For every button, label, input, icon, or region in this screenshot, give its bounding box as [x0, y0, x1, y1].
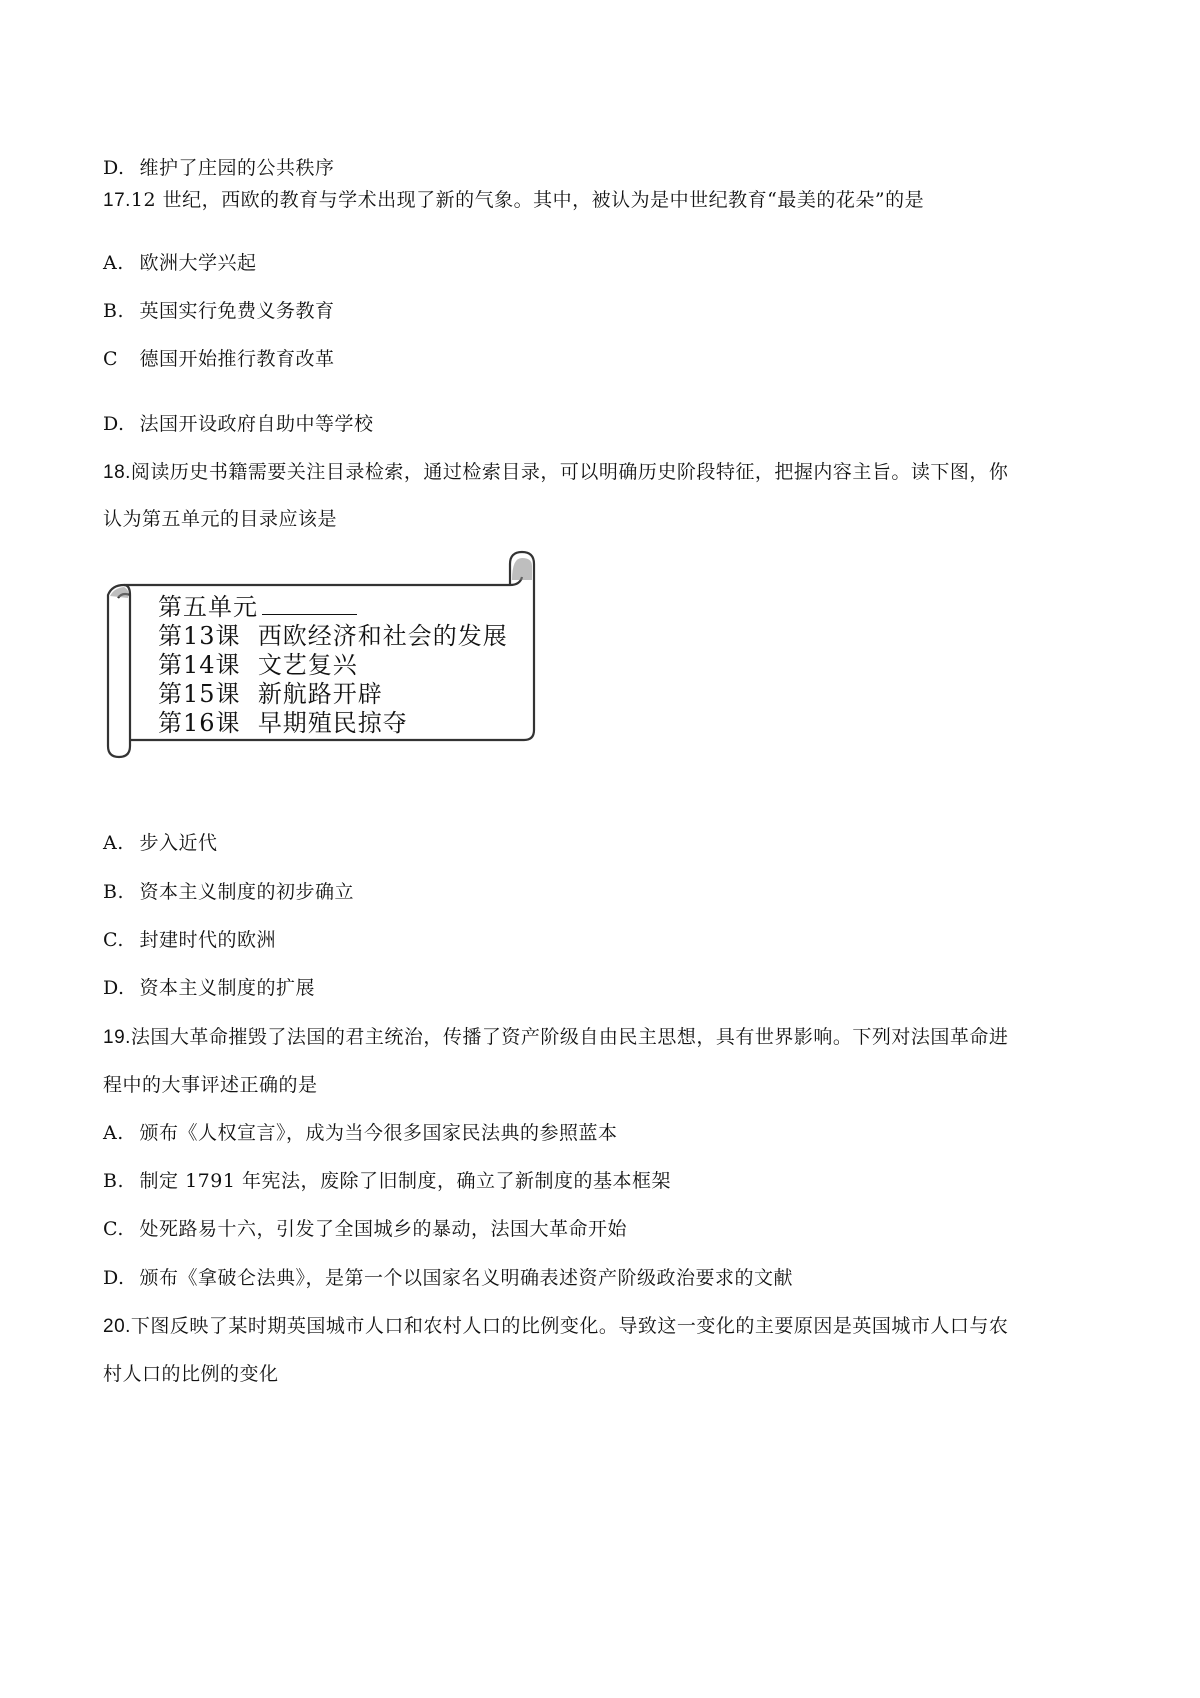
q18-option-c-letter: C. [103, 929, 124, 951]
scroll-unit-line [158, 592, 357, 622]
q17-option-b [103, 298, 335, 324]
q18-option-a-letter: A. [103, 832, 124, 854]
q17-stem [103, 187, 924, 214]
q20-number: 20. [103, 1316, 131, 1337]
lesson-number: 第13课 [158, 622, 241, 650]
q19-option-a [103, 1120, 618, 1146]
lesson-number: 第16课 [158, 709, 241, 737]
q19-option-c [103, 1216, 627, 1242]
q17-option-d-letter: D. [103, 413, 125, 435]
q16-option-d [103, 155, 335, 181]
q19-stem-line2 [103, 1072, 318, 1098]
q20-stem-line2 [103, 1361, 279, 1387]
scroll-unit-blank [262, 594, 357, 615]
q19-stem-line1 [103, 1024, 1008, 1051]
q19-option-c-letter: C. [103, 1218, 124, 1240]
q19-stem-text-1: 法国大革命摧毁了法国的君主统治，传播了资产阶级自由民主思想，具有世界影响。下列对法国革命进 [130, 1026, 1009, 1048]
q16-option-d-letter: D. [103, 157, 125, 179]
q20-stem-text-2: 村人口的比例的变化 [103, 1363, 279, 1385]
q17-option-b-text: 英国实行免费义务教育 [139, 300, 335, 322]
q18-stem-text-1: 阅读历史书籍需要关注目录检索，通过检索目录，可以明确历史阶段特征，把握内容主旨。读下图，你 [130, 461, 1009, 483]
q17-option-c-text: 德国开始推行教育改革 [139, 348, 335, 370]
q19-number: 19. [103, 1027, 131, 1048]
q17-option-c-letter: C [103, 348, 119, 370]
q18-option-b-letter: B. [103, 881, 125, 903]
q18-option-a [103, 830, 218, 856]
q20-stem-line1 [103, 1313, 1008, 1340]
q17-option-b-letter: B. [103, 300, 125, 322]
q19-option-c-text: 处死路易十六，引发了全国城乡的暴动，法国大革命开始 [139, 1218, 628, 1240]
q16-option-d-text: 维护了庄园的公共秩序 [139, 157, 335, 179]
q19-option-d-text: 颁布《拿破仑法典》，是第一个以国家名义明确表述资产阶级政治要求的文献 [139, 1267, 794, 1289]
q19-option-b-text: 制定 1791 年宪法，废除了旧制度，确立了新制度的基本框架 [139, 1170, 671, 1192]
q19-option-b [103, 1168, 671, 1194]
scroll-unit-label: 第五单元 [158, 593, 258, 621]
lesson-title: 早期殖民掠夺 [257, 709, 408, 737]
lesson-title: 文艺复兴 [257, 651, 358, 679]
q18-option-d-text: 资本主义制度的扩展 [139, 977, 316, 999]
q17-option-a [103, 250, 257, 276]
lesson-number: 第14课 [158, 651, 241, 679]
lesson-title: 西欧经济和社会的发展 [257, 622, 508, 650]
q19-option-a-text: 颁布《人权宣言》，成为当今很多国家民法典的参照蓝本 [139, 1122, 618, 1144]
q19-option-d-letter: D. [103, 1267, 125, 1289]
q17-option-d [103, 411, 374, 437]
q18-option-b [103, 879, 354, 905]
q18-option-d-letter: D. [103, 977, 125, 999]
q18-stem-line2 [103, 506, 337, 532]
lesson-title: 新航路开辟 [257, 680, 383, 708]
q19-option-a-letter: A. [103, 1122, 124, 1144]
q17-option-a-letter: A. [103, 252, 124, 274]
scroll-lesson-13 [158, 621, 508, 651]
q19-option-d [103, 1265, 793, 1291]
q20-stem-text-1: 下图反映了某时期英国城市人口和农村人口的比例变化。导致这一变化的主要原因是英国城市人口与农 [130, 1315, 1009, 1337]
q17-option-d-text: 法国开设政府自助中等学校 [139, 413, 374, 435]
q18-option-c [103, 927, 276, 953]
q17-option-a-text: 欧洲大学兴起 [139, 252, 257, 274]
q18-stem-text-2: 认为第五单元的目录应该是 [103, 508, 338, 530]
scroll-lesson-15 [158, 679, 383, 709]
q18-stem-line1 [103, 459, 1008, 486]
scroll-lesson-14 [158, 650, 358, 680]
q18-option-a-text: 步入近代 [139, 832, 218, 854]
q19-option-b-letter: B. [103, 1170, 125, 1192]
q18-number: 18. [103, 462, 131, 483]
q18-option-b-text: 资本主义制度的初步确立 [139, 881, 355, 903]
table-of-contents-scroll [100, 550, 540, 760]
q17-number: 17. [103, 190, 131, 211]
q17-option-c [103, 346, 335, 372]
q19-stem-text-2: 程中的大事评述正确的是 [103, 1074, 318, 1096]
q18-option-c-text: 封建时代的欧洲 [139, 929, 277, 951]
lesson-number: 第15课 [158, 680, 241, 708]
q18-option-d [103, 975, 315, 1001]
scroll-lesson-16 [158, 708, 408, 738]
q17-stem-text: 12 世纪，西欧的教育与学术出现了新的气象。其中，被认为是中世纪教育“最美的花朵”的是 [130, 189, 925, 211]
